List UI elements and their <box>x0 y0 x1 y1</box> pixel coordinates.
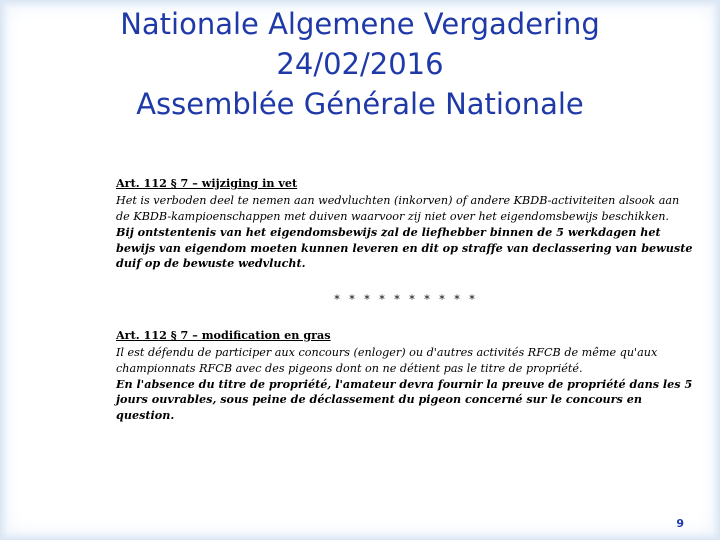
fr-paragraph-2: En l'absence du titre de propriété, l'amateur devra fournir la preuve de propriété dans les 5 jours ouvrables, sous peine de déclassement du pigeon concerné sur le concours en question. <box>116 377 693 422</box>
fr-paragraph-1: Il est défendu de participer aux concours (enloger) ou d'autres activités RFCB de même qu'aux championnats RFCB avec des pigeons dont on ne détient pas le titre de propriété. <box>116 346 658 375</box>
fr-article-heading: Art. 112 § 7 – modification en gras <box>116 327 331 342</box>
page-number: 9 <box>676 517 684 530</box>
slide-title <box>0 4 720 124</box>
title-line-3: Assemblée Générale Nationale <box>136 87 584 121</box>
title-line-1: Nationale Algemene Vergadering <box>120 7 600 41</box>
title-line-2: 24/02/2016 <box>276 47 444 81</box>
nl-article-heading: Art. 112 § 7 – wijziging in vet <box>116 176 298 190</box>
nl-paragraph-2: Bij ontstentenis van het eigendomsbewijs zal de liefhebber binnen de 5 werkdagen het bewijs van eigendom moeten kunnen leveren en dit op straffe van declassering van bewuste duif op de bewuste wedvlucht. <box>116 225 693 271</box>
nl-paragraph-1: Het is verboden deel te nemen aan wedvluchten (inkorven) of andere KBDB-activiteiten alsook aan de KBDB-kampioenschappen met duiven waarvoor zij niet over het eigendomsbewijs beschikken. <box>116 194 680 223</box>
section-separator: * * * * * * * * * * <box>334 293 478 307</box>
slide-body <box>116 176 696 423</box>
